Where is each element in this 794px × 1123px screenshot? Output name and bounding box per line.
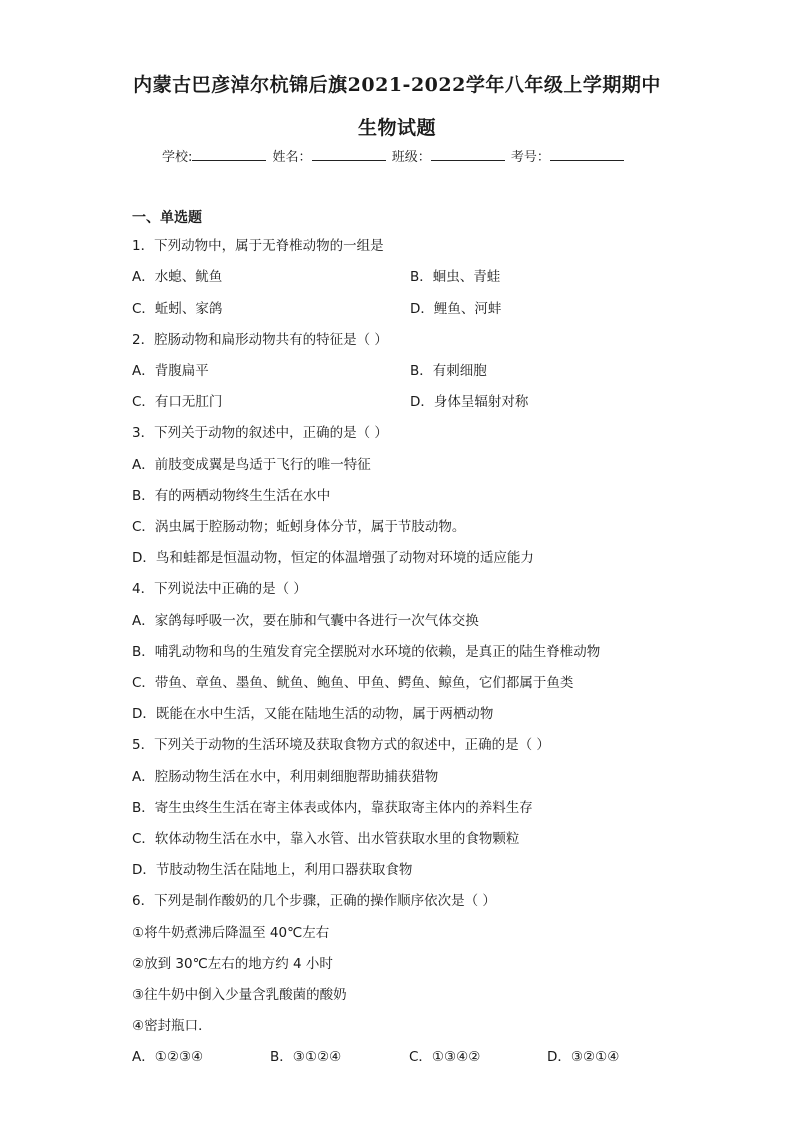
step-item: ②放到 30℃左右的地方约 4 小时 — [132, 956, 333, 972]
name-blank — [312, 148, 386, 161]
option: A．腔肠动物生活在水中，利用刺细胞帮助捕获猎物 — [132, 769, 439, 785]
page-title: 内蒙古巴彦淖尔杭锦后旗2021-2022学年八年级上学期期中 — [133, 74, 661, 96]
option: D．既能在水中生活，又能在陆地生活的动物，属于两栖动物 — [132, 706, 494, 722]
option: C．软体动物生活在水中，靠入水管、出水管获取水里的食物颗粒 — [132, 831, 520, 847]
class-blank — [431, 148, 505, 161]
option: A．①②③④ — [132, 1049, 204, 1065]
option: D．③②①④ — [547, 1049, 620, 1065]
question-stem: 3．下列关于动物的叙述中，正确的是（ ） — [132, 425, 388, 441]
option: A．水螅、鱿鱼 — [132, 269, 223, 285]
option: A．前肢变成翼是鸟适于飞行的唯一特征 — [132, 457, 371, 473]
step-item: ①将牛奶煮沸后降温至 40℃左右 — [132, 925, 330, 941]
option: B．有的两栖动物终生生活在水中 — [132, 488, 331, 504]
question-stem: 2．腔肠动物和扁形动物共有的特征是（ ） — [132, 332, 388, 348]
option: B．有刺细胞 — [410, 363, 487, 379]
option: D．身体呈辐射对称 — [410, 394, 529, 410]
option: A．家鸽每呼吸一次，要在肺和气囊中各进行一次气体交换 — [132, 613, 479, 629]
option: C．蚯蚓、家鸽 — [132, 301, 223, 317]
option: B．哺乳动物和鸟的生殖发育完全摆脱对水环境的依赖，是真正的陆生脊椎动物 — [132, 644, 601, 660]
section-title: 一、单选题 — [132, 210, 202, 226]
question-stem: 6．下列是制作酸奶的几个步骤，正确的操作顺序依次是（ ） — [132, 893, 496, 909]
option: C．涡虫属于腔肠动物；蚯蚓身体分节，属于节肢动物。 — [132, 519, 466, 535]
step-item: ④密封瓶口． — [132, 1018, 212, 1034]
option: D．节肢动物生活在陆地上，利用口器获取食物 — [132, 862, 413, 878]
option: C．带鱼、章鱼、墨鱼、鱿鱼、鲍鱼、甲鱼、鳄鱼、鲸鱼，它们都属于鱼类 — [132, 675, 574, 691]
school-blank — [192, 148, 266, 161]
exam-number-blank — [550, 148, 624, 161]
option: C．有口无肛门 — [132, 394, 223, 410]
step-item: ③往牛奶中倒入少量含乳酸菌的酸奶 — [132, 987, 347, 1003]
student-info-fields — [162, 146, 626, 165]
option: D．鸟和蛙都是恒温动物，恒定的体温增强了动物对环境的适应能力 — [132, 550, 534, 566]
question-stem: 4．下列说法中正确的是（ ） — [132, 581, 307, 597]
option: B．寄生虫终生生活在寄主体表或体内，靠获取寄主体内的养料生存 — [132, 800, 533, 816]
option: C．①③④② — [409, 1049, 481, 1065]
school-label: 学校: — [162, 150, 193, 165]
page-subtitle: 生物试题 — [357, 117, 436, 139]
question-stem: 5．下列关于动物的生活环境及获取食物方式的叙述中，正确的是（ ） — [132, 737, 550, 753]
option: B．蛔虫、青蛙 — [410, 269, 501, 285]
question-stem: 1．下列动物中，属于无脊椎动物的一组是 — [132, 238, 384, 254]
option: D．鲤鱼、河蚌 — [410, 301, 502, 317]
class-label: 班级： — [391, 150, 431, 165]
option: B．③①②④ — [270, 1049, 342, 1065]
exam-number-label: 考号： — [510, 150, 550, 165]
name-label: 姓名： — [272, 150, 312, 165]
option: A．背腹扁平 — [132, 363, 209, 379]
